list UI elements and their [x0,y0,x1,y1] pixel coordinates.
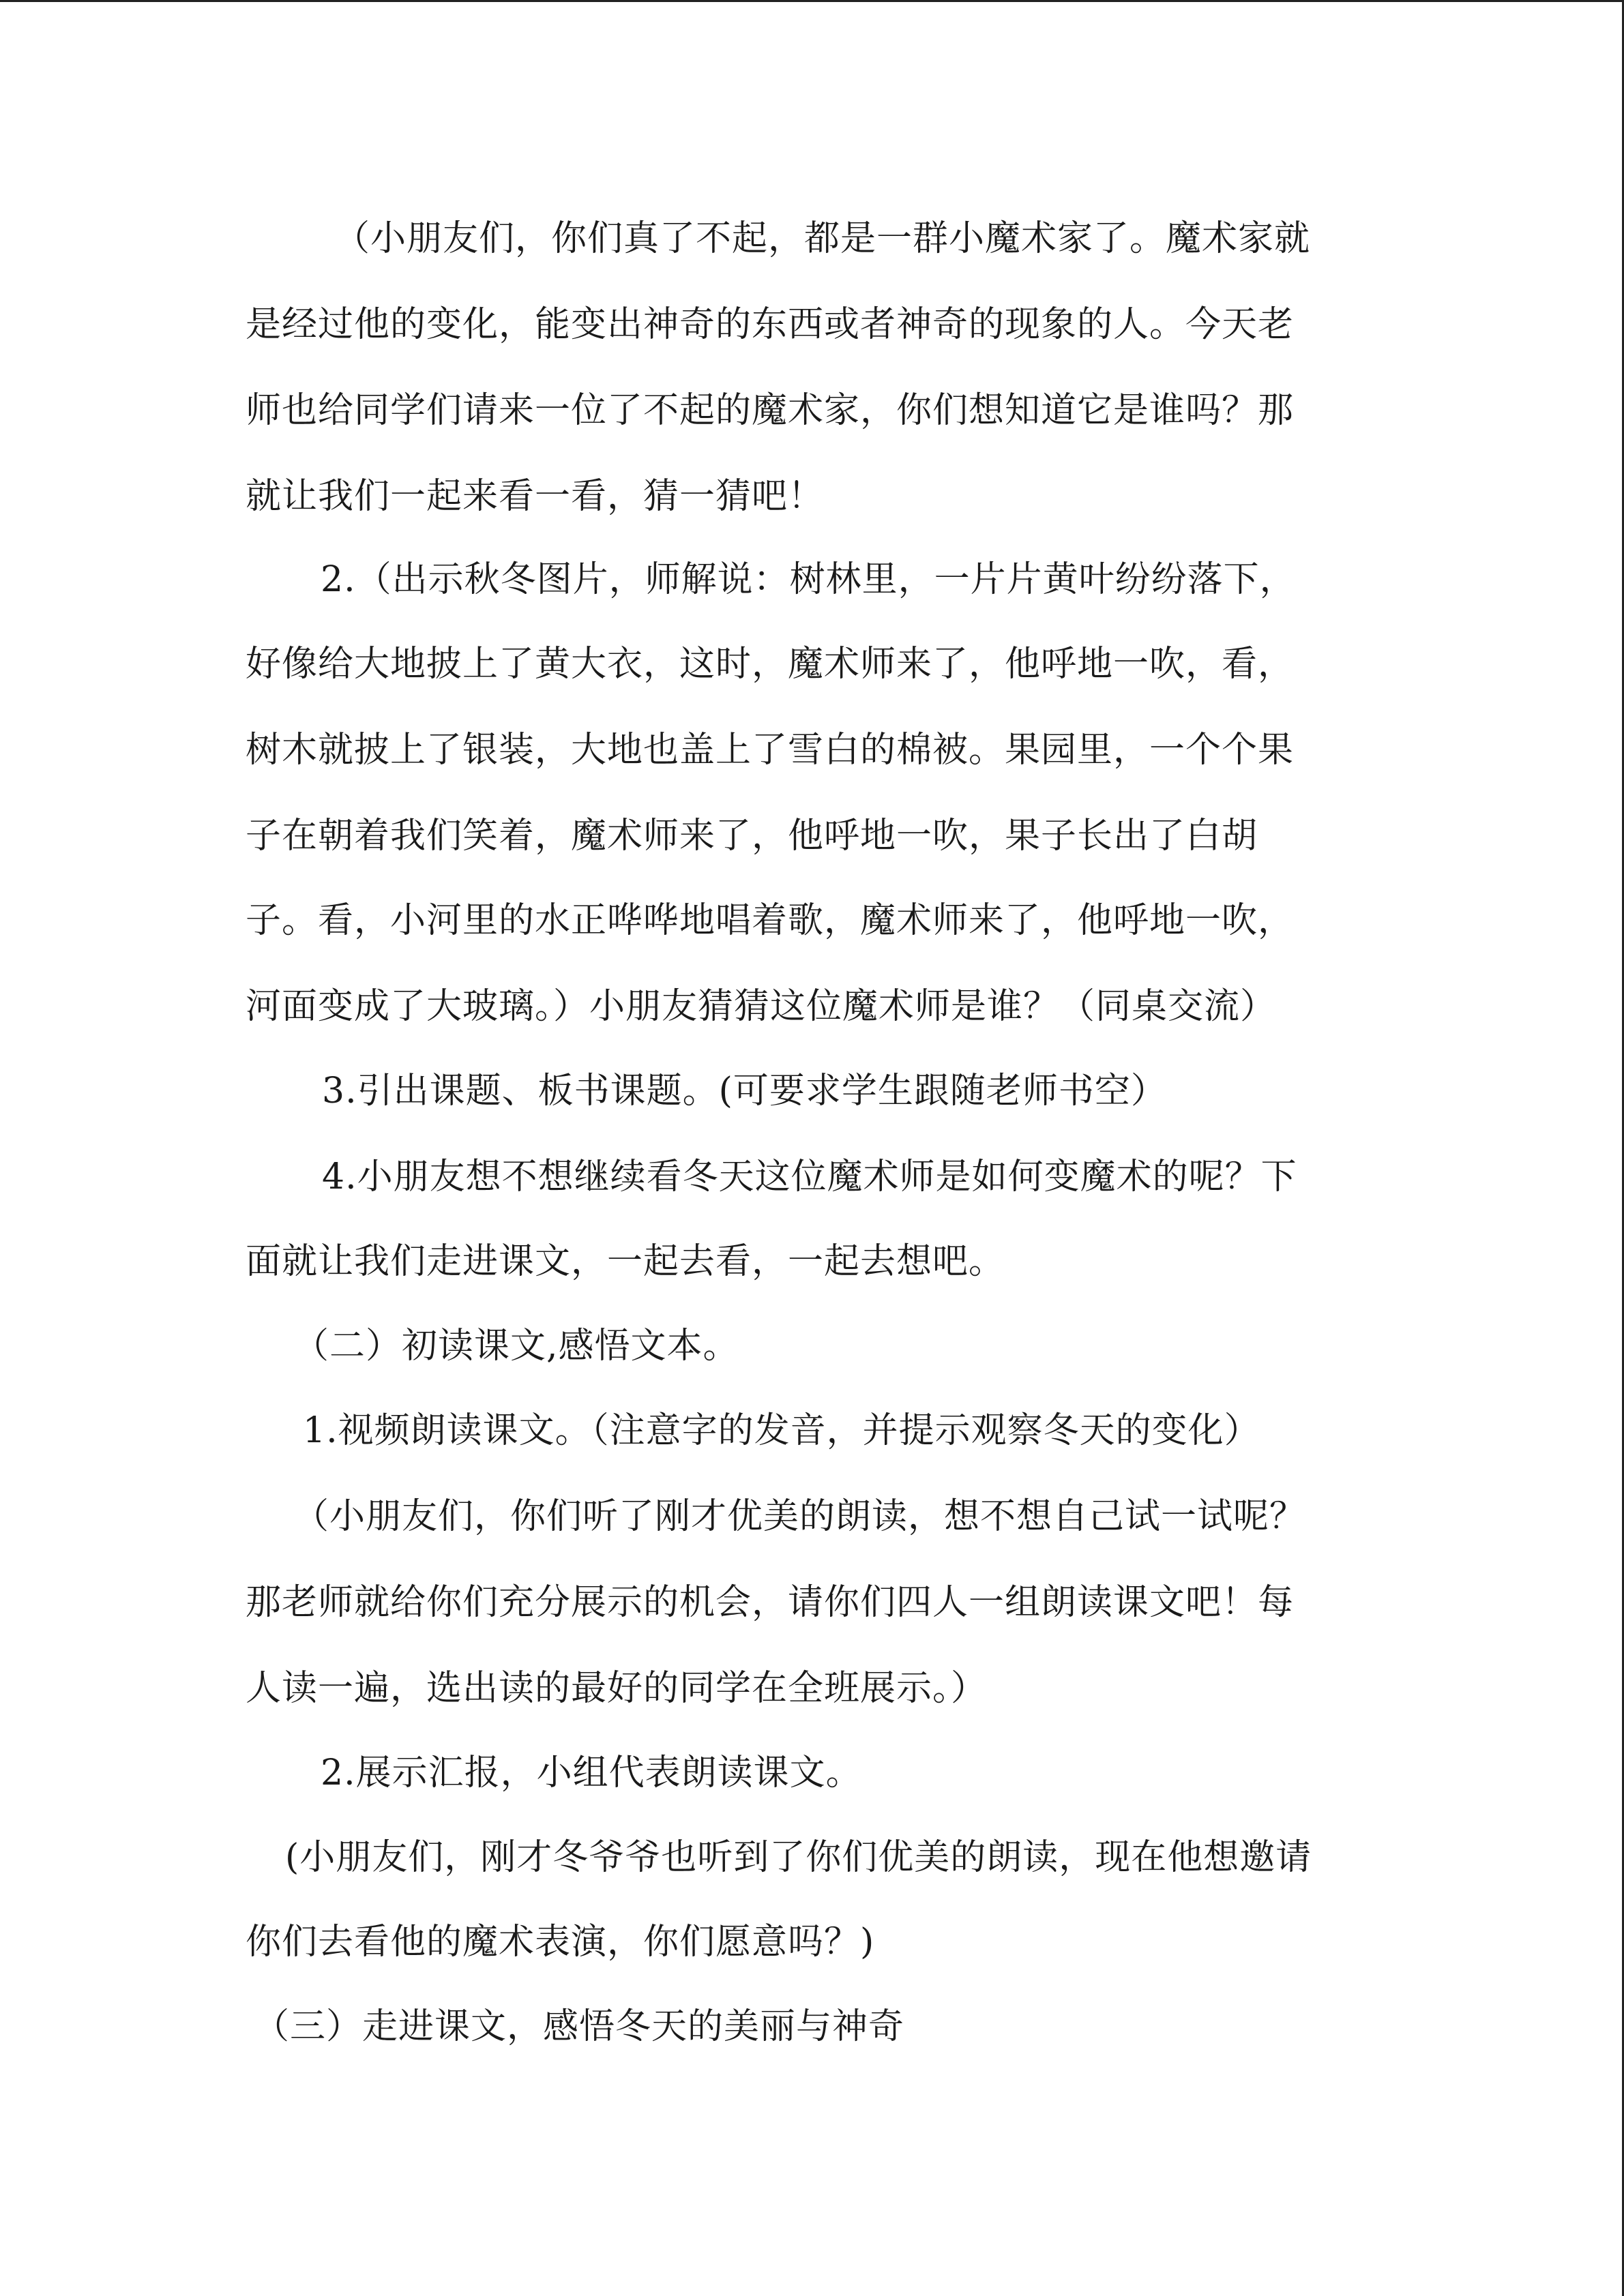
paragraph-line: 1.视频朗读课文。（注意字的发音，并提示观察冬天的变化） [303,1410,1260,1451]
section-heading: （二）初读课文,感悟文本。 [293,1326,739,1367]
paragraph-line: 是经过他的变化，能变出神奇的东西或者神奇的现象的人。今天老 [246,304,1295,345]
paragraph-line: 子在朝着我们笑着，魔术师来了，他呼地一吹，果子长出了白胡 [246,816,1258,856]
paragraph-line: 师也给同学们请来一位了不起的魔术家，你们想知道它是谁吗？那 [246,390,1295,431]
paragraph-line: 好像给大地披上了黄大衣，这时，魔术师来了，他呼地一吹，看， [246,644,1295,685]
paragraph-line: 2.（出示秋冬图片，师解说：树林里，一片片黄叶纷纷落下， [321,559,1296,600]
paragraph-line: 人读一遍，选出读的最好的同学在全班展示。） [246,1668,988,1709]
paragraph-line: 你们去看他的魔术表演，你们愿意吗？) [246,1922,875,1963]
paragraph-line: 河面变成了大玻璃。）小朋友猜猜这位魔术师是谁？（同桌交流） [246,986,1277,1027]
paragraph-line: 树木就披上了银装，大地也盖上了雪白的棉被。果园里，一个个果 [246,730,1295,771]
paragraph-line: 面就让我们走进课文，一起去看，一起去想吧。 [246,1241,1005,1282]
paragraph-line: 那老师就给你们充分展示的机会，请你们四人一组朗读课文吧！每 [246,1582,1295,1623]
paragraph-line: (小朋友们，刚才冬爷爷也听到了你们优美的朗读，现在他想邀请 [285,1837,1312,1878]
section-heading: （三）走进课文，感悟冬天的美丽与神奇 [254,2006,905,2047]
paragraph-line: 就让我们一起来看一看，猜一猜吧！ [246,476,825,517]
page-border-top [0,0,1624,2]
paragraph-line: 3.引出课题、板书课题。(可要求学生跟随老师书空） [322,1071,1167,1112]
paragraph-line: （小朋友们，你们听了刚才优美的朗读，想不想自己试一试呢？ [293,1496,1306,1537]
paragraph-line: （小朋友们，你们真了不起，都是一群小魔术家了。魔术家就 [334,218,1311,259]
paragraph-line: 2.展示汇报，小组代表朗读课文。 [321,1753,862,1793]
paragraph-line: 子。看，小河里的水正哗哗地唱着歌，魔术师来了，他呼地一吹， [246,900,1295,941]
paragraph-line: 4.小朋友想不想继续看冬天这位魔术师是如何变魔术的呢？下 [322,1157,1297,1197]
